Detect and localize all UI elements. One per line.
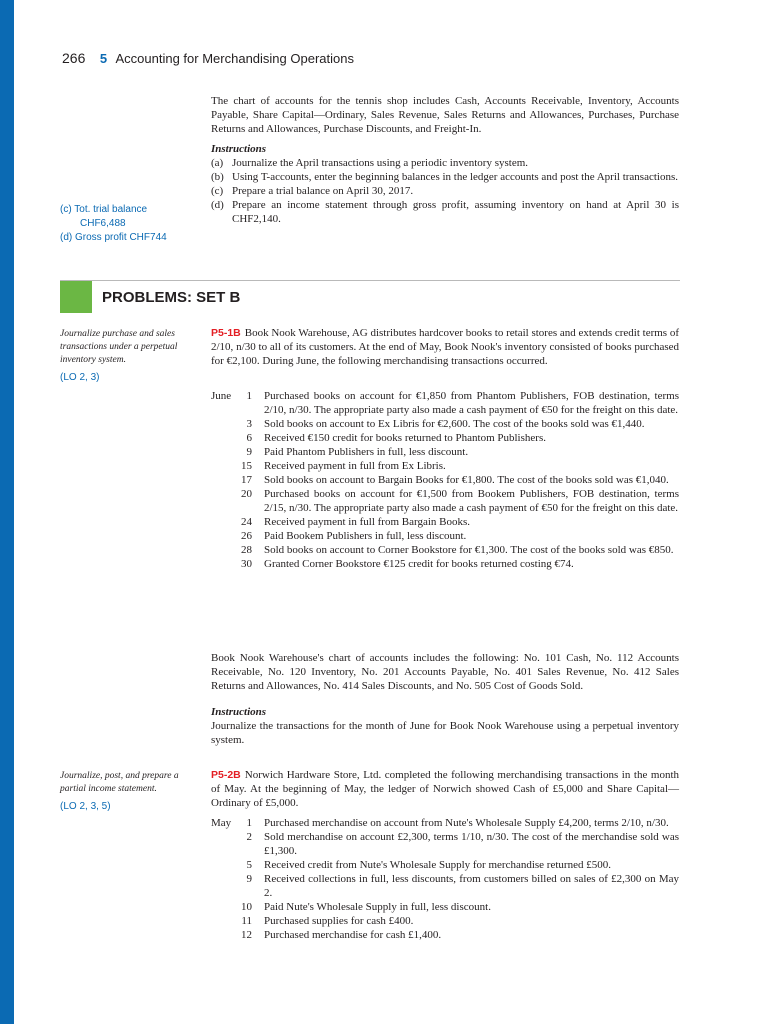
- transaction-row: 10 Paid Nute's Wholesale Supply in full, less discount.: [241, 901, 491, 913]
- transaction-row: 28 Sold books on account to Corner Bookstore for €1,300. The cost of the books sold was €850.: [241, 544, 674, 556]
- transaction-row: June 1 Purchased books on account for €1,850 from Phantom Publishers, FOB destination, terms 2/10, n/30. The appropriate party also made a cash payment of €50 for the freight on this date.: [211, 390, 679, 416]
- transaction-row: 20 Purchased books on account for €1,500 from Bookem Publishers, FOB destination, terms 2/15, n/30. The appropriate party also made a cash payment of €50 for the freight on this date.: [241, 488, 679, 514]
- transaction-row: 30 Granted Corner Bookstore €125 credit for books returned costing €74.: [241, 558, 574, 570]
- transaction-row: 2 Sold merchandise on account £2,300, terms 1/10, n/30. The cost of the merchandise sold was £1,300.: [246, 831, 679, 857]
- p5-1b-intro: P5-1B Book Nook Warehouse, AG distributes hardcover books to retail stores and extends credit terms of 2/10, n/30 to all of its customers. At the end of May, Book Nook's inventory consisted of books purchased for €2,100. During June, the following merchandising transactions occurred.: [211, 327, 679, 367]
- p5-2b-intro: P5-2B Norwich Hardware Store, Ltd. completed the following merchandising transactions in the month of May. At the beginning of May, the ledger of Norwich showed Cash of £5,000 and Share Capital—Ordinary of £5,000.: [211, 769, 679, 809]
- page-number: 266: [62, 50, 86, 66]
- p5-2b-margin-note: Journalize, post, and prepare a partial income statement.: [60, 771, 179, 794]
- transaction-row: 9 Paid Phantom Publishers in full, less discount.: [246, 446, 469, 458]
- p5-1b-transactions: [211, 389, 679, 571]
- p5-2b-label: P5-2B: [211, 769, 241, 781]
- section-title: PROBLEMS: SET B: [102, 289, 241, 306]
- transaction-row: 5 Received credit from Nute's Wholesale Supply for merchandise returned £500.: [246, 859, 611, 871]
- transaction-row: 17 Sold books on account to Bargain Books for €1,800. The cost of the books sold was €1,040.: [241, 474, 669, 486]
- p5-1b-instructions: Journalize the transactions for the month of June for Book Nook Warehouse using a perpetual inventory system.: [211, 720, 679, 746]
- answer-c: (c) Tot. trial balance: [60, 204, 148, 215]
- transaction-row: 26 Paid Bookem Publishers in full, less discount.: [241, 530, 467, 542]
- transaction-row: 11 Purchased supplies for cash £400.: [241, 915, 414, 927]
- instruction-a: (a) Journalize the April transactions using a periodic inventory system.: [211, 157, 529, 169]
- page-spine-bar: [0, 0, 14, 1024]
- p5-2b-transactions: [211, 816, 679, 942]
- p5-2b-intro-block: [211, 768, 679, 810]
- section-marker: [60, 281, 92, 313]
- section-rule: [60, 280, 680, 281]
- instruction-c: (c) Prepare a trial balance on April 30, 2017.: [211, 185, 414, 197]
- instruction-d: (d) Prepare an income statement through gross profit, assuming inventory on hand at April 30 is CHF2,140.: [211, 199, 679, 225]
- running-header: [62, 50, 354, 68]
- top-intro: The chart of accounts for the tennis shop includes Cash, Accounts Receivable, Inventory, Accounts Payable, Share Capital—Ordinary, Sales Revenue, Sales Returns and Allowances, Purchases, Purchase Returns and Allowances, Purchase Discounts, and Freight-In.: [211, 95, 679, 135]
- p5-1b-instructions-title: Instructions: [211, 706, 267, 718]
- transaction-row: 24 Received payment in full from Bargain Books.: [241, 516, 471, 528]
- p5-1b-label: P5-1B: [211, 327, 241, 339]
- p5-1b-margin-note: Journalize purchase and sales transactions under a perpetual inventory system.: [60, 329, 178, 365]
- answer-c-value: CHF6,488: [80, 218, 126, 229]
- chapter-title: Accounting for Merchandising Operations: [115, 51, 354, 66]
- p5-1b-accounts-block: [211, 651, 679, 747]
- chapter-number: 5: [99, 51, 108, 66]
- answer-d: (d) Gross profit CHF744: [60, 232, 167, 243]
- transaction-row: 12 Purchased merchandise for cash £1,400.: [241, 929, 442, 941]
- top-intro-block: [211, 94, 679, 226]
- margin-answers: [60, 203, 210, 245]
- transaction-row: 3 Sold books on account to Ex Libris for €2,600. The cost of the books sold was €1,440.: [246, 418, 645, 430]
- transaction-row: May 1 Purchased merchandise on account from Nute's Wholesale Supply £4,200, terms 2/10, n/30.: [211, 817, 669, 829]
- p5-1b-lo: (LO 2, 3): [60, 372, 100, 383]
- p5-1b-chart-of-accounts: Book Nook Warehouse's chart of accounts includes the following: No. 101 Cash, No. 112 Accounts Receivable, No. 120 Inventory, No. 201 Accounts Payable, No. 401 Sales Revenue, No. 412 Sales Returns and Allowances, No. 414 Sales Discounts, and No. 505 Cost of Goods Sold.: [211, 652, 679, 692]
- instruction-b: (b) Using T-accounts, enter the beginning balances in the ledger accounts and post the April transactions.: [211, 171, 678, 183]
- top-instructions-title: Instructions: [211, 143, 267, 155]
- p5-1b-intro-block: [211, 326, 679, 368]
- transaction-row: 15 Received payment in full from Ex Libris.: [241, 460, 446, 472]
- transaction-row: 9 Received collections in full, less discounts, from customers billed on sales of £2,300 on May 2.: [246, 873, 679, 899]
- p5-2b-lo: (LO 2, 3, 5): [60, 801, 111, 812]
- transaction-row: 6 Received €150 credit for books returned to Phantom Publishers.: [246, 432, 546, 444]
